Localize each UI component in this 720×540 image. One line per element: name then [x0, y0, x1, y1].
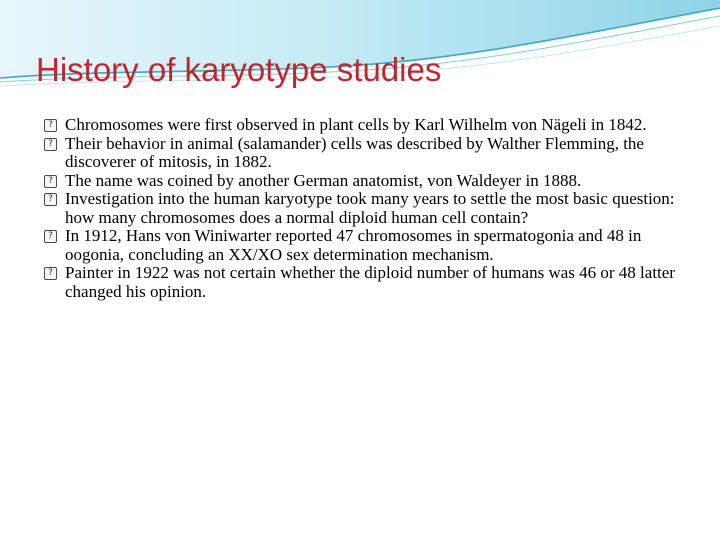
bullet-item	[44, 227, 694, 264]
missing-glyph-icon: ?	[44, 193, 57, 206]
missing-glyph-icon: ?	[44, 138, 57, 151]
bullet-text: The name was coined by another German anatomist, von Waldeyer in 1888.	[65, 170, 582, 190]
missing-glyph-icon: ?	[44, 230, 57, 243]
bullet-text: In 1912, Hans von Winiwarter reported 47 chromosomes in spermatogonia and 48 in oogonia, concluding an XX/XO sex determination mechanism.	[65, 226, 642, 264]
missing-glyph-icon: ?	[44, 267, 57, 280]
bullet-text: Painter in 1922 was not certain whether the diploid number of humans was 46 or 48 latter changed his opinion.	[65, 263, 675, 301]
slide-title: History of karyotype studies	[36, 51, 442, 88]
bullet-item	[44, 172, 694, 191]
bullet-text: Their behavior in animal (salamander) cells was described by Walther Flemming, the discoverer of mitosis, in 1882.	[65, 133, 644, 171]
bullet-item	[44, 135, 694, 172]
bullet-text: Chromosomes were first observed in plant cells by Karl Wilhelm von Nägeli in 1842.	[65, 115, 647, 134]
bullet-item	[44, 116, 694, 135]
bullet-list	[44, 116, 694, 301]
missing-glyph-icon: ?	[44, 119, 57, 132]
bullet-item	[44, 190, 694, 227]
bullet-item	[44, 264, 694, 301]
bullet-text: Investigation into the human karyotype took many years to settle the most basic question: how many chromosomes does a normal diploid human cell contain?	[65, 189, 675, 227]
missing-glyph-icon: ?	[44, 175, 57, 188]
